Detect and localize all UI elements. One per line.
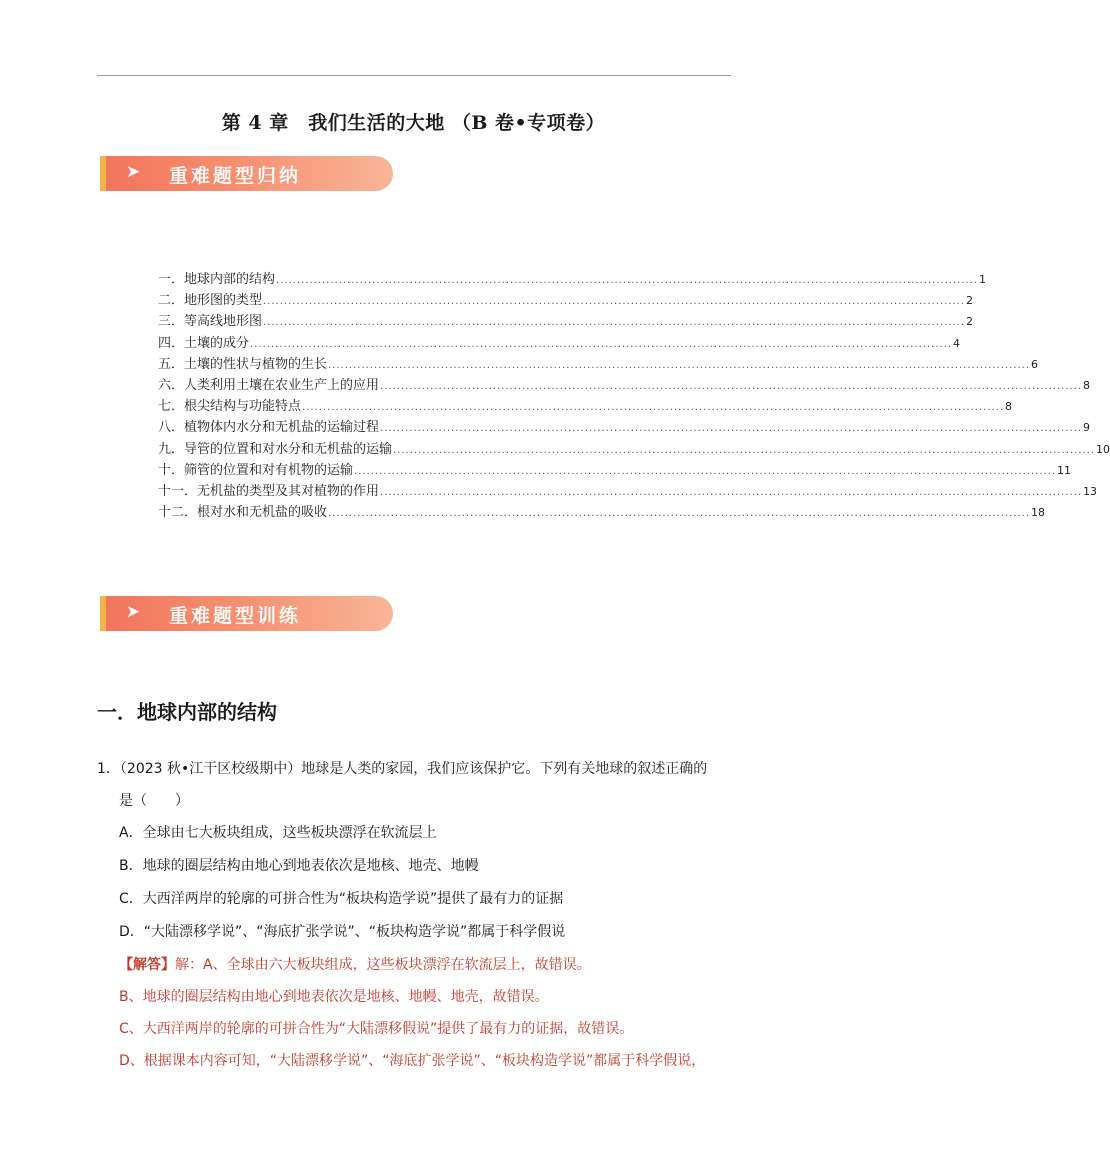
toc-page: 11 bbox=[1057, 463, 1072, 477]
toc-label: 四．土壤的成分 bbox=[158, 335, 250, 351]
toc-page: 4 bbox=[953, 336, 961, 350]
toc-page: 18 bbox=[1031, 506, 1046, 520]
toc-leader: ........................................................................................................................................................................ bbox=[263, 317, 966, 329]
header-rule bbox=[97, 75, 731, 76]
banner-training-label: 重难题型训练 bbox=[169, 605, 302, 627]
toc-page: 2 bbox=[966, 315, 974, 329]
toc-label: 十一．无机盐的类型及其对植物的作用 bbox=[158, 483, 380, 499]
answer-line: C、大西洋两岸的轮廓的可拼合性为“大陆漂移假说”提供了最有力的证据，故错误。 bbox=[119, 1021, 634, 1037]
toc-item[interactable] bbox=[158, 268, 987, 289]
toc-page: 8 bbox=[1083, 378, 1091, 392]
toc-item[interactable] bbox=[158, 416, 1091, 437]
toc-label: 三．等高线地形图 bbox=[158, 314, 263, 330]
toc-label: 五．土壤的性状与植物的生长 bbox=[158, 356, 328, 372]
toc-label: 二．地形图的类型 bbox=[158, 293, 263, 309]
option-d: D．“大陆漂移学说”、“海底扩张学说”、“板块构造学说”都属于科学假说 bbox=[119, 924, 566, 940]
toc-leader: ........................................................................................................................................................................ bbox=[263, 296, 966, 308]
toc-leader: ........................................................................................................................................................................ bbox=[380, 423, 1083, 435]
banner-body bbox=[106, 596, 393, 631]
option-a: A．全球由七大板块组成，这些板块漂浮在软流层上 bbox=[119, 825, 437, 841]
toc-page: 1 bbox=[979, 273, 987, 286]
option-b: B．地球的圈层结构由地心到地表依次是地核、地壳、地幔 bbox=[119, 858, 479, 874]
toc-item[interactable] bbox=[158, 438, 1110, 459]
toc-item[interactable] bbox=[158, 289, 974, 310]
toc-item[interactable] bbox=[158, 480, 1098, 501]
toc-leader: ........................................................................................................................................................................ bbox=[302, 402, 1005, 414]
toc-leader: ........................................................................................................................................................................ bbox=[328, 508, 1031, 520]
toc-item[interactable] bbox=[158, 459, 1072, 480]
toc-leader: ........................................................................................................................................................................ bbox=[250, 338, 953, 350]
question-stem: 1．（2023 秋•江干区校级期中）地球是人类的家园，我们应该保护它。下列有关地球的叙述正确的 bbox=[97, 761, 708, 777]
page-title: 第 4 章 我们生活的大地 （B 卷•专项卷） bbox=[221, 112, 606, 134]
question-stem-continued: 是（ ） bbox=[119, 793, 189, 809]
toc-item[interactable] bbox=[158, 332, 961, 353]
toc-item[interactable] bbox=[158, 310, 974, 331]
toc-label: 八．植物体内水分和无机盐的运输过程 bbox=[158, 420, 380, 436]
answer-line bbox=[97, 949, 737, 981]
toc-item[interactable] bbox=[158, 395, 1013, 416]
section-heading: 一．地球内部的结构 bbox=[97, 700, 277, 724]
toc-leader: ........................................................................................................................................................................ bbox=[328, 359, 1031, 371]
question-1 bbox=[97, 753, 737, 1077]
table-of-contents bbox=[158, 268, 1110, 522]
toc-leader: ........................................................................................................................................................................ bbox=[276, 275, 979, 286]
arrow-icon: ➤ bbox=[126, 602, 141, 622]
toc-label: 七．根尖结构与功能特点 bbox=[158, 399, 302, 415]
toc-label: 六．人类利用土壤在农业生产上的应用 bbox=[158, 377, 380, 393]
toc-page: 6 bbox=[1031, 357, 1039, 371]
answer-line: D、根据课本内容可知，“大陆漂移学说”、“海底扩张学说”、“板块构造学说”都属于科学假说， bbox=[119, 1053, 706, 1069]
toc-leader: ........................................................................................................................................................................ bbox=[380, 380, 1083, 392]
toc-item[interactable] bbox=[158, 353, 1039, 374]
toc-page: 13 bbox=[1083, 484, 1098, 498]
toc-leader: ........................................................................................................................................................................ bbox=[393, 444, 1096, 456]
option-c: C．大西洋两岸的轮廓的可拼合性为“板块构造学说”提供了最有力的证据 bbox=[119, 891, 564, 907]
toc-leader: ........................................................................................................................................................................ bbox=[354, 465, 1057, 477]
toc-label: 十．筛管的位置和对有机物的运输 bbox=[158, 462, 354, 478]
toc-label: 十二．根对水和无机盐的吸收 bbox=[158, 505, 328, 521]
answer-text: 解：A、全球由六大板块组成，这些板块漂浮在软流层上，故错误。 bbox=[175, 957, 591, 973]
answer-line: B、地球的圈层结构由地心到地表依次是地核、地幔、地壳，故错误。 bbox=[119, 989, 549, 1005]
answer-tag: 【解答】 bbox=[119, 957, 175, 973]
toc-label: 九．导管的位置和对水分和无机盐的运输 bbox=[158, 441, 393, 457]
toc-page: 10 bbox=[1096, 442, 1110, 456]
toc-leader: ........................................................................................................................................................................ bbox=[380, 486, 1083, 498]
banner-summary-label: 重难题型归纳 bbox=[169, 165, 302, 187]
banner-training bbox=[100, 596, 393, 631]
toc-page: 2 bbox=[966, 294, 974, 308]
banner-body bbox=[106, 156, 393, 191]
toc-item[interactable] bbox=[158, 374, 1091, 395]
toc-label: 一．地球内部的结构 bbox=[158, 272, 276, 287]
toc-item[interactable] bbox=[158, 501, 1046, 522]
arrow-icon: ➤ bbox=[126, 162, 141, 182]
banner-summary bbox=[100, 156, 393, 191]
toc-page: 8 bbox=[1005, 400, 1013, 414]
toc-page: 9 bbox=[1083, 421, 1091, 435]
